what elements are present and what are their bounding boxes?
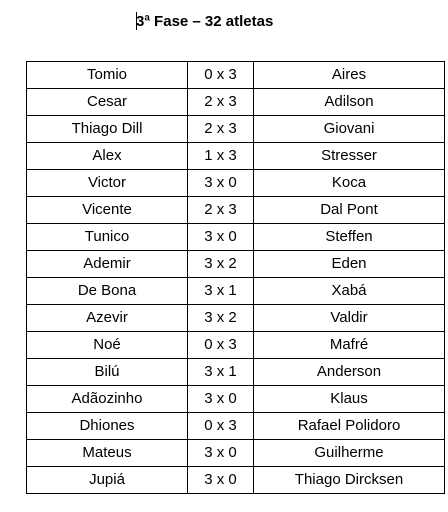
player-one-cell: Tunico <box>27 224 188 251</box>
player-two-cell: Adilson <box>254 89 445 116</box>
score-cell: 3 x 0 <box>188 467 254 494</box>
player-one-cell: Cesar <box>27 89 188 116</box>
table-row <box>27 332 445 359</box>
player-one-cell: Mateus <box>27 440 188 467</box>
player-two-cell: Steffen <box>254 224 445 251</box>
player-two-cell: Dal Pont <box>254 197 445 224</box>
player-two-cell: Eden <box>254 251 445 278</box>
player-two-cell: Thiago Dircksen <box>254 467 445 494</box>
player-one-cell: Noé <box>27 332 188 359</box>
table-row <box>27 467 445 494</box>
score-cell: 0 x 3 <box>188 413 254 440</box>
player-one-cell: Bilú <box>27 359 188 386</box>
player-two-cell: Klaus <box>254 386 445 413</box>
table-row <box>27 305 445 332</box>
match-results-table <box>26 61 445 494</box>
player-two-cell: Guilherme <box>254 440 445 467</box>
player-one-cell: Victor <box>27 170 188 197</box>
table-row <box>27 143 445 170</box>
match-rows <box>27 62 445 494</box>
player-one-cell: Tomio <box>27 62 188 89</box>
player-one-cell: Vicente <box>27 197 188 224</box>
table-row <box>27 251 445 278</box>
score-cell: 1 x 3 <box>188 143 254 170</box>
player-one-cell: Jupiá <box>27 467 188 494</box>
player-two-cell: Mafré <box>254 332 445 359</box>
document-title: 3ª Fase – 32 atletas <box>136 13 274 30</box>
player-one-cell: Thiago Dill <box>27 116 188 143</box>
player-two-cell: Anderson <box>254 359 445 386</box>
score-cell: 3 x 0 <box>188 386 254 413</box>
score-cell: 3 x 1 <box>188 278 254 305</box>
player-one-cell: Alex <box>27 143 188 170</box>
player-one-cell: De Bona <box>27 278 188 305</box>
table-row <box>27 89 445 116</box>
table-row <box>27 359 445 386</box>
score-cell: 2 x 3 <box>188 197 254 224</box>
score-cell: 3 x 2 <box>188 251 254 278</box>
table-row <box>27 170 445 197</box>
player-two-cell: Rafael Polidoro <box>254 413 445 440</box>
player-two-cell: Giovani <box>254 116 445 143</box>
score-cell: 3 x 0 <box>188 440 254 467</box>
player-one-cell: Ademir <box>27 251 188 278</box>
score-cell: 2 x 3 <box>188 116 254 143</box>
table-row <box>27 413 445 440</box>
player-two-cell: Koca <box>254 170 445 197</box>
player-two-cell: Stresser <box>254 143 445 170</box>
score-cell: 2 x 3 <box>188 89 254 116</box>
table-row <box>27 386 445 413</box>
score-cell: 3 x 0 <box>188 224 254 251</box>
table-row <box>27 224 445 251</box>
table-row <box>27 62 445 89</box>
score-cell: 3 x 0 <box>188 170 254 197</box>
score-cell: 3 x 2 <box>188 305 254 332</box>
player-two-cell: Valdir <box>254 305 445 332</box>
table-row <box>27 116 445 143</box>
score-cell: 3 x 1 <box>188 359 254 386</box>
table-row <box>27 278 445 305</box>
table-row <box>27 440 445 467</box>
player-one-cell: Dhiones <box>27 413 188 440</box>
player-two-cell: Aires <box>254 62 445 89</box>
score-cell: 0 x 3 <box>188 332 254 359</box>
player-one-cell: Azevir <box>27 305 188 332</box>
player-one-cell: Adãozinho <box>27 386 188 413</box>
player-two-cell: Xabá <box>254 278 445 305</box>
table-row <box>27 197 445 224</box>
score-cell: 0 x 3 <box>188 62 254 89</box>
